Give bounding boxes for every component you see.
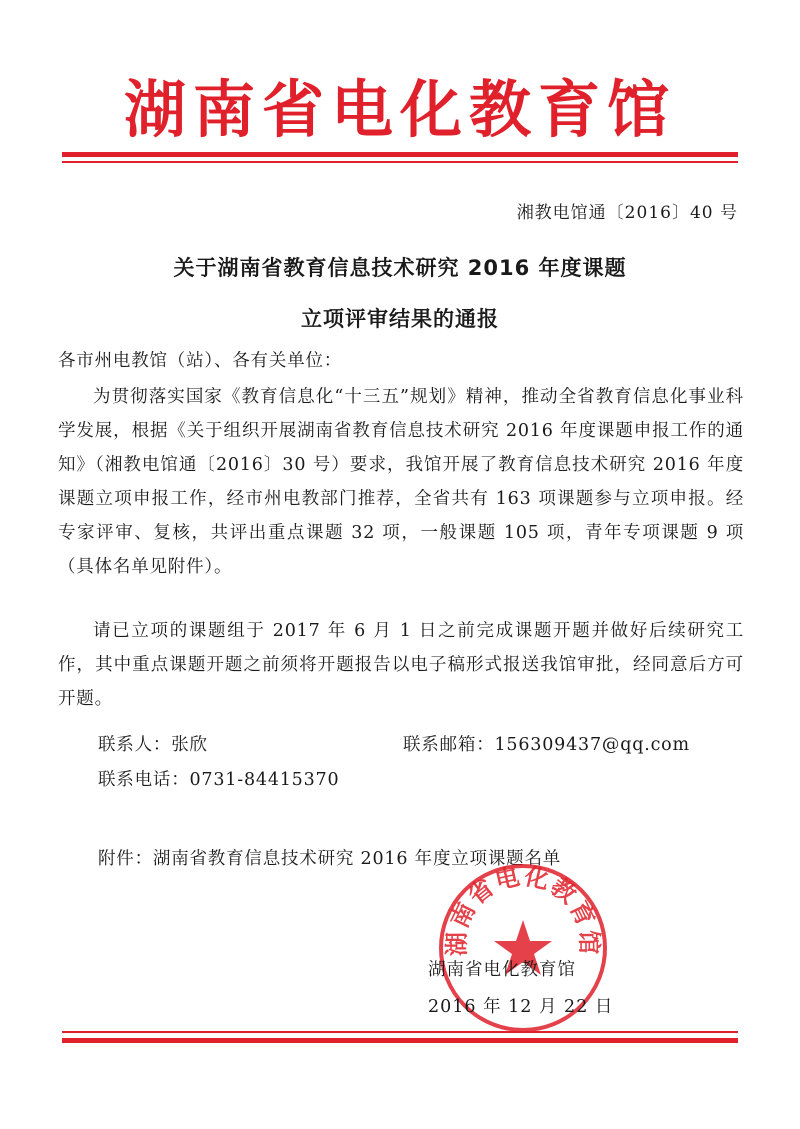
letterhead-title: 湖南省电化教育馆 bbox=[123, 73, 676, 146]
footer-rule-thick bbox=[62, 1038, 738, 1043]
signature-date: 2016 年 12 月 22 日 bbox=[428, 997, 614, 1017]
letterhead-rule-thick bbox=[62, 152, 738, 157]
seal-text: 湖南省电化教育馆 bbox=[442, 862, 604, 957]
attachment-note: 附件：湖南省教育信息技术研究 2016 年度立项课题名单 bbox=[98, 849, 562, 869]
contact-phone: 联系电话：0731-84415370 bbox=[98, 770, 340, 790]
signature-org: 湖南省电化教育馆 bbox=[428, 960, 576, 980]
document-title-line2: 立项评审结果的通报 bbox=[301, 307, 499, 331]
footer-rule-thin bbox=[62, 1031, 738, 1033]
addressee: 各市州电教馆（站）、各有关单位： bbox=[58, 351, 343, 371]
contact-email: 联系邮箱：156309437@qq.com bbox=[403, 735, 690, 755]
body-paragraph-1: 为贯彻落实国家《教育信息化“十三五”规划》精神，推动全省教育信息化事业科学发展，根据《关于组织开展湖南省教育信息技术研究 2016 年度课题申报工作的通知》（湘教电馆通〔2016〕30 号）要求，我馆开展了教育信息技术研究 2016 年度课题立项申报工作，经市州电教部门推荐，全省共有 163 项课题参与立项申报。经专家评审、复核，共评出重点课题 32 项，一般课题 105 项，青年专项课题 9 项（具体名单见附件）。 bbox=[58, 387, 744, 577]
letterhead-rule-thin bbox=[62, 161, 738, 163]
body-paragraph-2: 请已立项的课题组于 2017 年 6 月 1 日之前完成课题开题并做好后续研究工作，其中重点课题开题之前须将开题报告以电子稿形式报送我馆审批，经同意后方可开题。 bbox=[58, 621, 744, 709]
contact-person: 联系人：张欣 bbox=[98, 735, 208, 755]
document-title-line1: 关于湖南省教育信息技术研究 2016 年度课题 bbox=[173, 256, 627, 280]
document-number: 湘教电馆通〔2016〕40 号 bbox=[516, 203, 738, 223]
